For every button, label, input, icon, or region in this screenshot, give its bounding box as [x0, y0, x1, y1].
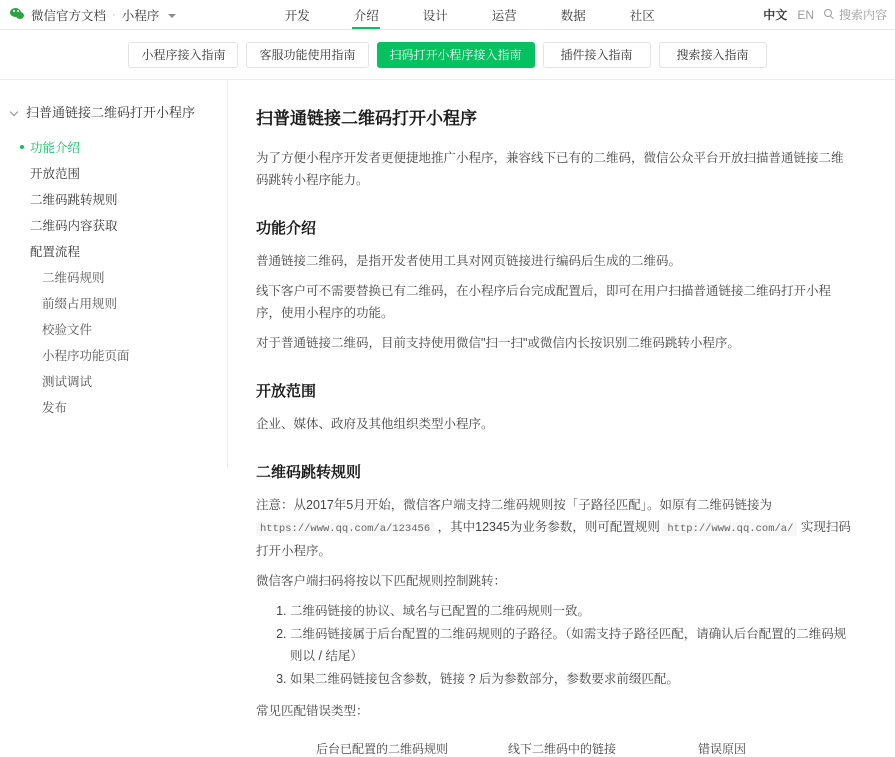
error-table-header-row [256, 740, 855, 757]
sidebar [0, 80, 228, 468]
sidebar-item-feature-intro[interactable] [0, 135, 227, 161]
feature-paragraph-2: 线下客户可不需要替换已有二维码，在小程序后台完成配置后，即可在用户扫描普通链接二维码打开小程序，使用小程序的功能。 [256, 284, 832, 320]
list-item: 1. 二维码链接的协议、域名与已配置的二维码规则一致。 [290, 600, 855, 622]
table-header-error-reason: 错误原因 [697, 742, 746, 756]
qr-match-rules-list [256, 600, 855, 690]
language-switch-en[interactable]: EN [797, 7, 814, 22]
sidebar-item-label: 功能介绍 [30, 141, 81, 155]
search-icon [824, 9, 835, 20]
sidebar-item-label: 发布 [42, 401, 68, 415]
sidebar-root-item[interactable] [0, 102, 227, 121]
sidebar-item-config-flow[interactable] [0, 239, 227, 265]
nav-item-design[interactable]: 设计 [422, 8, 448, 23]
page-body [0, 80, 895, 756]
tab-plugin-access-guide[interactable]: 插件接入指南 [543, 42, 651, 68]
nav-item-data[interactable]: 数据 [560, 8, 586, 23]
sidebar-item-prefix-occupy-rules[interactable] [0, 291, 227, 317]
sidebar-item-qr-content-fetch[interactable] [0, 213, 227, 239]
sidebar-item-label: 配置流程 [30, 245, 81, 259]
qr-rules-note-code-2: http://www.qq.com/a/ [663, 522, 797, 536]
sidebar-item-label: 二维码内容获取 [30, 219, 118, 233]
brand-separator: · [112, 8, 116, 21]
sidebar-item-label: 校验文件 [42, 323, 93, 337]
sidebar-item-miniprogram-page[interactable] [0, 343, 227, 369]
brand-subtitle: 小程序 [121, 8, 160, 23]
sidebar-item-label: 二维码规则 [42, 271, 105, 285]
qr-rules-note [256, 494, 855, 562]
qr-rules-note-middle: ，其中12345为业务参数，则可配置规则 [437, 520, 660, 534]
language-switch-cn[interactable]: 中文 [763, 8, 788, 22]
page-title: 扫普通链接二维码打开小程序 [256, 109, 477, 128]
tab-miniprogram-access-guide[interactable]: 小程序接入指南 [128, 42, 238, 68]
section-heading-feature-intro: 功能介绍 [256, 220, 317, 237]
main-nav [263, 0, 677, 29]
nav-item-develop[interactable]: 开发 [284, 8, 310, 23]
sidebar-item-open-scope[interactable] [0, 161, 227, 187]
table-header-configured-rule: 后台已配置的二维码规则 [315, 742, 448, 756]
top-navigation-bar [0, 0, 895, 30]
qr-rules-note-prefix: 注意：从2017年5月开始，微信客户端支持二维码规则按「子路径匹配」。如原有二维码链接为 [256, 498, 773, 512]
search-placeholder-text: 搜索内容 [838, 8, 887, 22]
sidebar-item-publish[interactable] [0, 395, 227, 421]
sidebar-item-verify-file[interactable] [0, 317, 227, 343]
open-scope-paragraph: 企业、媒体、政府及其他组织类型小程序。 [256, 417, 494, 431]
sidebar-item-label: 前缀占用规则 [42, 297, 118, 311]
chevron-down-icon [10, 107, 20, 117]
tab-search-access-guide[interactable]: 搜索接入指南 [659, 42, 767, 68]
list-item: 2. 二维码链接属于后台配置的二维码规则的子路径。（如需支持子路径匹配，请确认后台配置的二维码规则以 / 结尾） [290, 623, 855, 667]
section-heading-qr-jump-rules: 二维码跳转规则 [256, 464, 362, 481]
sidebar-root-label: 扫普通链接二维码打开小程序 [26, 105, 196, 120]
feature-paragraph-1: 普通链接二维码，是指开发者使用工具对网页链接进行编码后生成的二维码。 [256, 254, 682, 268]
feature-paragraph-3: 对于普通链接二维码，目前支持使用微信"扫一扫"或微信内长按识别二维码跳转小程序。 [256, 336, 740, 350]
nav-item-community[interactable]: 社区 [629, 8, 655, 23]
chevron-down-icon[interactable] [168, 14, 176, 18]
list-item: 3. 如果二维码链接包含参数，链接 ? 后为参数部分，参数要求前缀匹配。 [290, 668, 855, 690]
active-bullet-icon [20, 145, 24, 149]
sidebar-item-qr-rules[interactable] [0, 265, 227, 291]
wechat-logo-icon [10, 8, 25, 21]
sidebar-item-label: 开放范围 [30, 167, 81, 181]
document-content [228, 80, 895, 756]
table-header-offline-link: 线下二维码中的链接 [507, 742, 616, 756]
guide-tab-bar [0, 30, 895, 80]
top-right-tools [763, 6, 895, 23]
tab-scan-qr-open-miniprogram-guide[interactable]: 扫码打开小程序接入指南 [377, 42, 535, 68]
brand-title: 微信官方文档 [31, 8, 107, 23]
qr-rules-lead: 微信客户端扫码将按以下匹配规则控制跳转： [256, 574, 507, 588]
qr-rules-note-suffix: 实现扫码打开小程序。 [256, 520, 851, 558]
tab-customer-service-guide[interactable]: 客服功能使用指南 [246, 42, 368, 68]
sidebar-item-qr-jump-rules[interactable] [0, 187, 227, 213]
search-box[interactable] [824, 6, 887, 23]
qr-rules-note-code-1: https://www.qq.com/a/123456 [256, 522, 434, 536]
intro-paragraph: 为了方便小程序开发者更便捷地推广小程序，兼容线下已有的二维码，微信公众平台开放扫描普通链接二维码跳转小程序能力。 [256, 151, 844, 187]
nav-item-intro[interactable]: 介绍 [332, 0, 401, 29]
section-heading-open-scope: 开放范围 [256, 383, 317, 400]
brand-logo-group[interactable] [0, 6, 176, 24]
sidebar-item-label: 小程序功能页面 [42, 349, 130, 363]
sidebar-item-label: 测试调试 [42, 375, 93, 389]
sidebar-item-test-debug[interactable] [0, 369, 227, 395]
nav-item-operation[interactable]: 运营 [491, 8, 517, 23]
sidebar-item-label: 二维码跳转规则 [30, 193, 118, 207]
error-table-lead: 常见匹配错误类型： [256, 704, 369, 718]
